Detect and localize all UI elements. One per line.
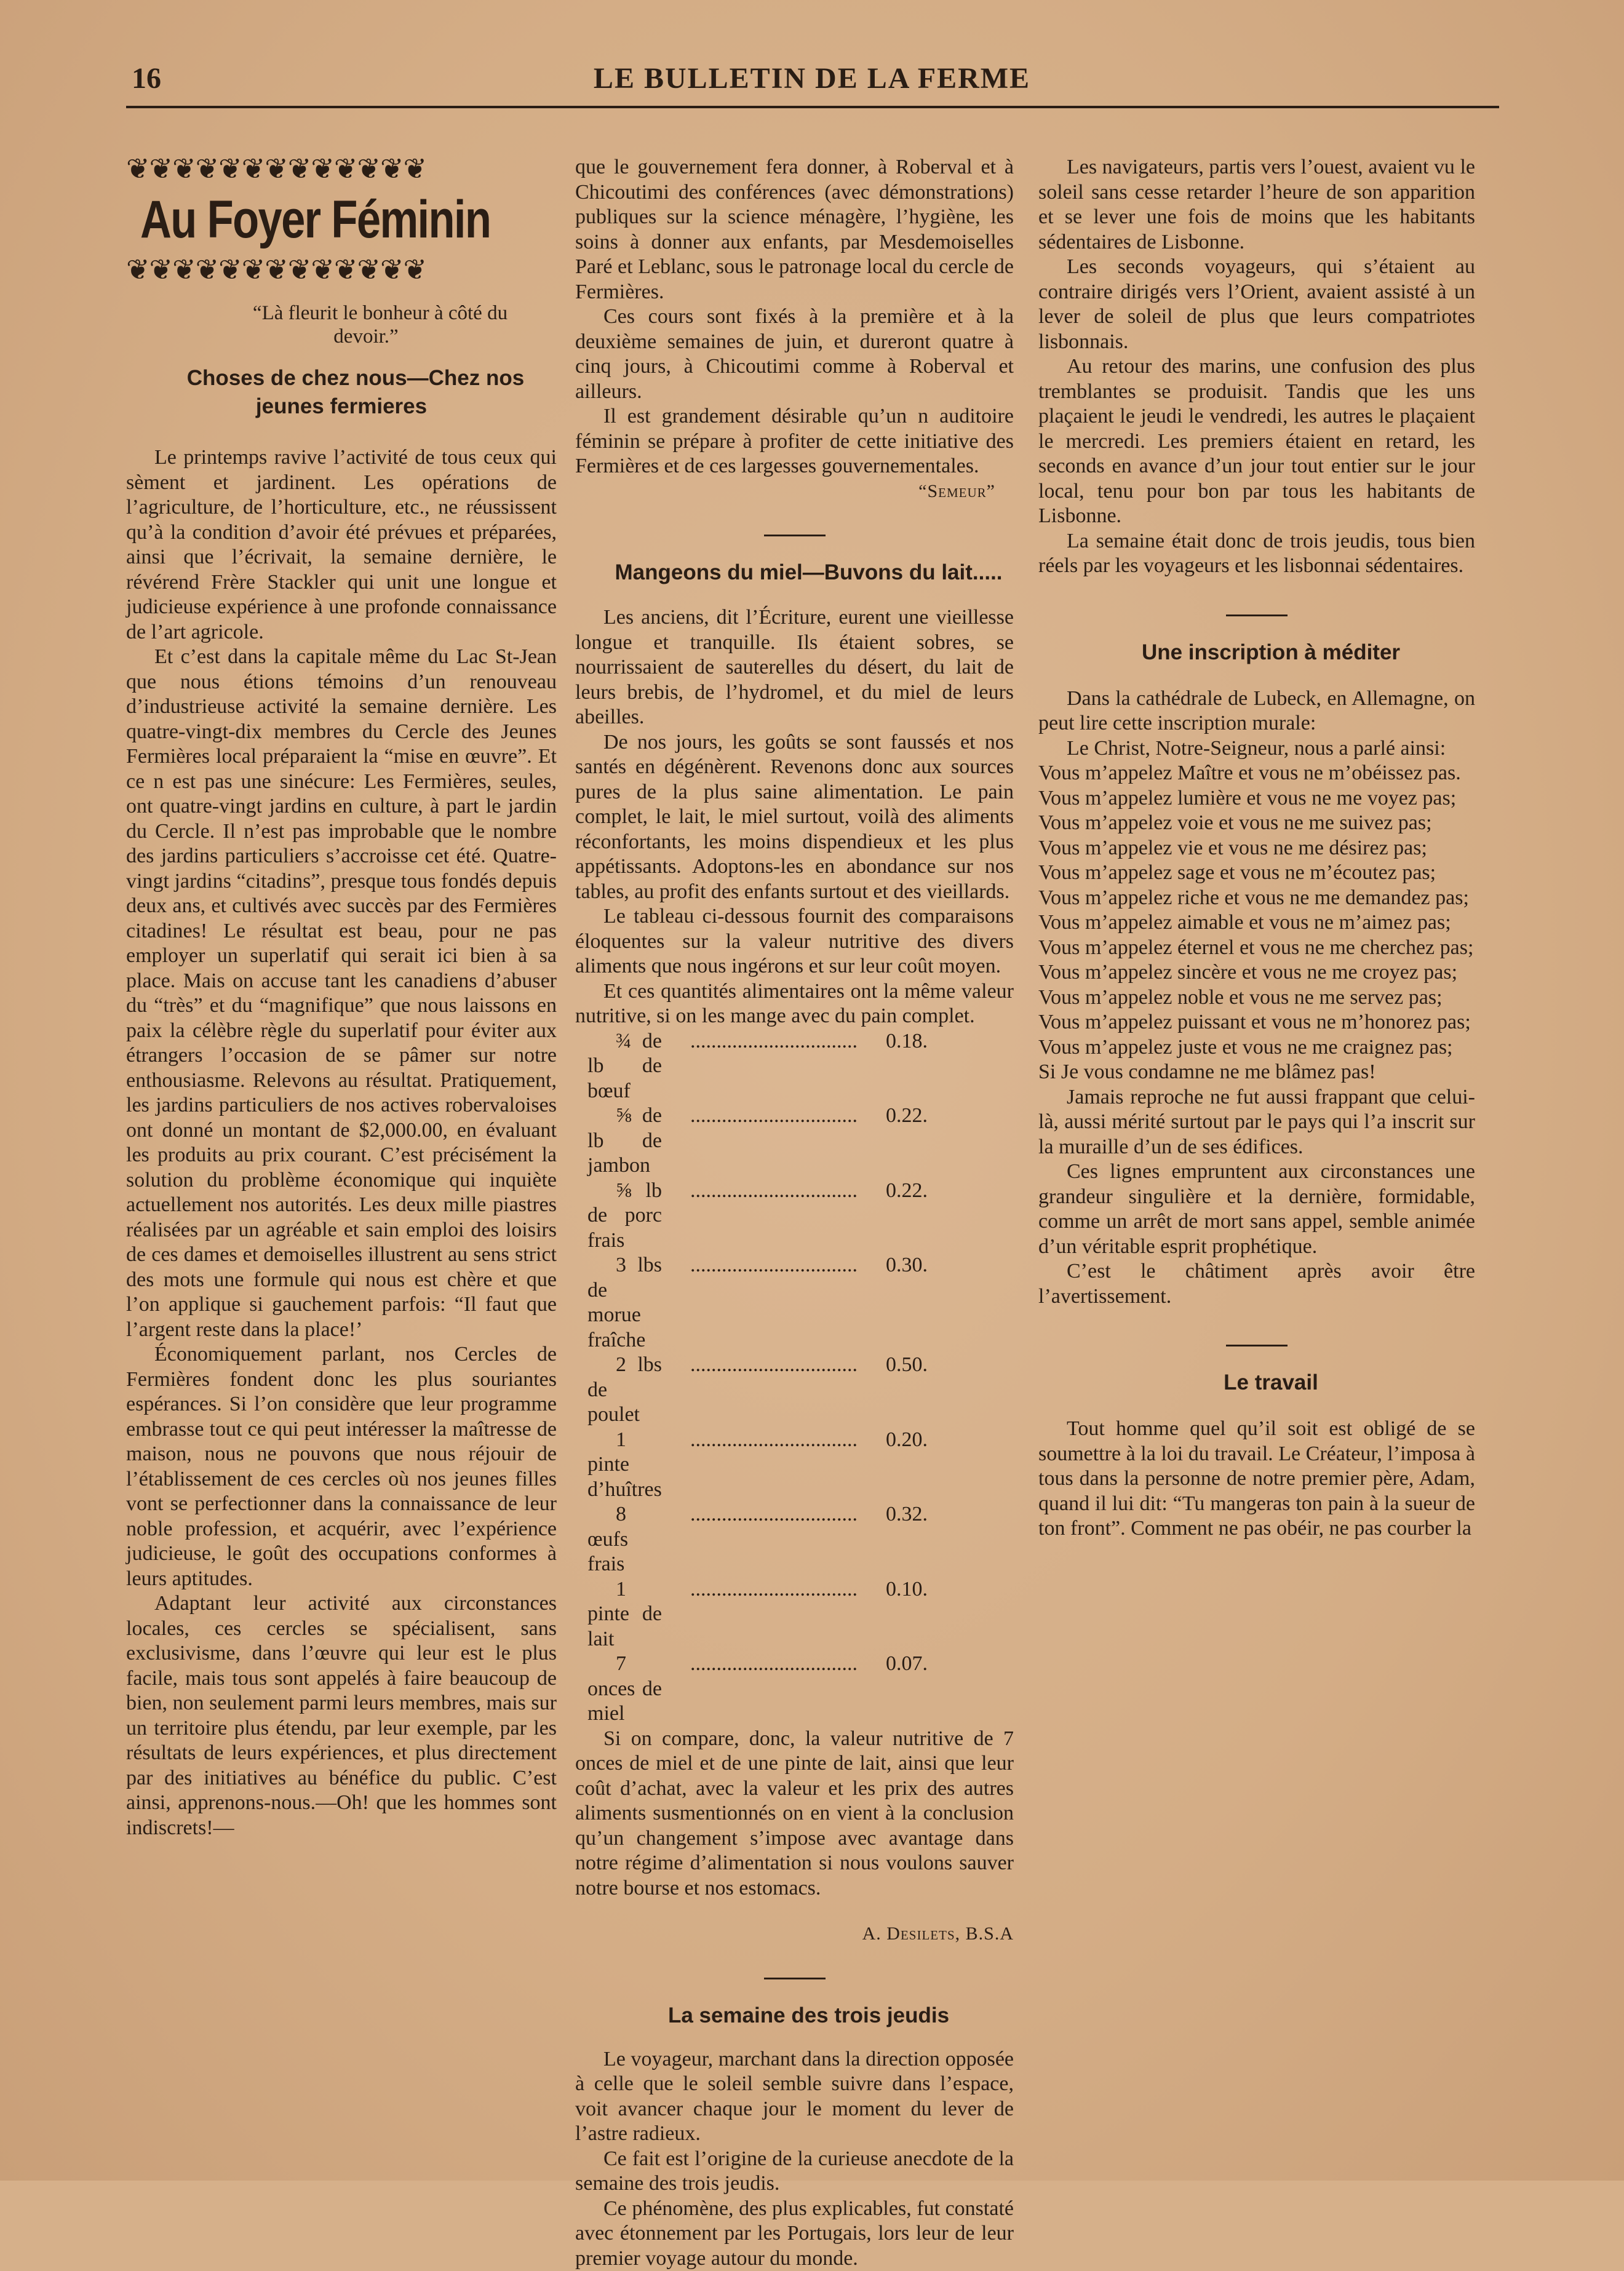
paragraph: C’est le châtiment après avoir être l’avertissement. bbox=[1038, 1259, 1475, 1309]
paragraph: La semaine était donc de trois jeudis, tous bien réels par les voyageurs et les lisbonnai sédentaires. bbox=[1038, 529, 1475, 579]
signature: “Semeur” bbox=[575, 479, 1014, 504]
paragraph: Économiquement parlant, nos Cercles de Fermières fondent donc les plus souriantes espérances. Si l’on considère que leur programme embrasse tout ce qui peut intéresser la maîtresse de maison, nous ne pouvons que nous réjouir de l’établissement de ces cercles où nos jeunes filles vont se perfectionner dans la connaissance de leur noble profession, et acquérir, avec l’expérience judicieuse, le goût des occupations conformes à leurs aptitudes. bbox=[126, 1342, 557, 1591]
table-row: 3 lbs de morue fraîche ................................ 0.30. bbox=[575, 1253, 928, 1353]
table-row: 8 œufs frais ................................ 0.32. bbox=[575, 1502, 928, 1577]
paragraph: Le tableau ci-dessous fournit des comparaisons éloquentes sur la valeur nutritive des divers aliments que nous ingérons et sur leur coût moyen. bbox=[575, 904, 1014, 979]
header-rule bbox=[126, 106, 1499, 108]
inscription-line: Vous m’appelez juste et vous ne me craignez pas; bbox=[1038, 1035, 1475, 1060]
table-row: 2 lbs de poulet ................................ 0.50. bbox=[575, 1353, 928, 1428]
inscription-line: Vous m’appelez aimable et vous ne m’aimez pas; bbox=[1038, 910, 1475, 936]
inscription-line: Vous m’appelez sage et vous ne m’écoutez pas; bbox=[1038, 861, 1475, 886]
paragraph: Et ces quantités alimentaires ont la même valeur nutritive, si on les mange avec du pain complet. bbox=[575, 979, 1014, 1029]
inscription-line: Si Je vous condamne ne me blâmez pas! bbox=[1038, 1060, 1475, 1085]
table-row: ⅝ lb de porc frais ................................ 0.22. bbox=[575, 1179, 928, 1254]
paragraph: Les anciens, dit l’Écriture, eurent une vieillesse longue et tranquille. Ils étaient sobres, se nourrissaient de sauterelles du désert, du lait de leurs brebis, de l’hydromel, et du miel de leurs abeilles. bbox=[575, 605, 1014, 730]
paragraph: Ces cours sont fixés à la première et à la deuxième semaines de juin, et dureront quatre à cinq jours, à Chicoutimi comme à Roberval et ailleurs. bbox=[575, 304, 1014, 404]
page-number: 16 bbox=[132, 62, 161, 95]
paragraph: Adaptant leur activité aux circonstances locales, ces cercles se spécialisent, sans exclusivisme, dans l’œuvre qui leur est le plus facile, mais tous sont appelés à faire beaucoup de bien, non seulement parmi leurs membres, mais sur un territoire plus étendu, par leur exemple, par les résultats de leurs expériences, et plus directement par des initiatives au bénéfice du public. C’est ainsi, apprenons-nous.—Oh! que les hommes sont indiscrets!— bbox=[126, 1591, 557, 1840]
table-row: ¾ de lb de bœuf ................................ 0.18. bbox=[575, 1029, 928, 1104]
inscription-line: Vous m’appelez riche et vous ne me demandez pas; bbox=[1038, 886, 1475, 911]
paragraph: Et c’est dans la capitale même du Lac St-Jean que nous étions témoins d’un renouveau d’industrieuse activité la semaine dernière. Les quatre-vingt-dix membres du Cercle des Jeunes Fermières local préparaient la “mise en œuvre”. Et ce n est pas une sinécure: Les Fermières, seules, ont quatre-vingt jardins en culture, à part le jardin du Cercle. Il n’est pas improbable que le nombre des jardins particuliers s’accroisse cet été. Quatre-vingt jardins “citadins”, presque tous fondés depuis deux ans, et cultivés avec succès par des Fermières citadines! Le résultat est beau, pour ne pas employer un superlatif qui serait ici bien à sa place. Mais on accuse tant les canadiens d’abuser du “très” et du “magnifique” que nous laissons en paix la célèbre règle du superlatif pour éviter aux étrangers l’occasion de se pâmer sur notre enthousiasme. Relevons au résultat. Pratiquement, les jardins particuliers de nos actives robervaloises ont donné un montant de $2,000.00, en évaluant les produits au prix courant. C’est précisément la solution du problème économique qui inquiète actuellement nos autorités. Les deux mille piastres réalisées par un agréable et sain emploi des loisirs de ces dames et demoiselles illustrent au sens strict des mots une formule qui nous est chère et que l’on applique si gauchement parfois: “Il faut que l’argent reste dans la place!’ bbox=[126, 645, 557, 1342]
paragraph: Au retour des marins, une confusion des plus tremblantes se produisit. Tandis que les uns plaçaient le jeudi le vendredi, les autres le plaçaient le mercredi. Les premiers étaient en retard, les seconds en avance d’un jour tout entier sur le jour local, tenu pour bon par tous les habitants de Lisbonne. bbox=[1038, 354, 1475, 529]
inscription-line: Vous m’appelez Maître et vous ne m’obéissez pas. bbox=[1038, 761, 1475, 786]
paragraph: Les seconds voyageurs, qui s’étaient au contraire dirigés vers l’Orient, avaient assisté à un lever de soleil de plus que leurs compatriotes lisbonnais. bbox=[1038, 255, 1475, 354]
paragraph: Le voyageur, marchant dans la direction opposée à celle que le soleil semble suivre dans l’espace, voit avancer chaque jour le moment du lever de l’astre radieux. bbox=[575, 2047, 1014, 2147]
article-heading: Une inscription à méditer bbox=[1038, 638, 1475, 667]
masthead-title: LE BULLETIN DE LA FERME bbox=[566, 62, 1058, 95]
table-row: 1 pinte de lait ................................ 0.10. bbox=[575, 1577, 928, 1652]
paragraph: Il est grandement désirable qu’un n auditoire féminin se prépare à profiter de cette initiative des Fermières et de ces largesses gouvernementales. bbox=[575, 404, 1014, 479]
paragraph: que le gouvernement fera donner, à Roberval et à Chicoutimi des conférences (avec démonstrations) publiques sur la science ménagère, l’hygiène, les soins à donner aux enfants, par Mesdemoiselles Paré et Leblanc, sous le patronage local du cercle de Fermières. bbox=[575, 155, 1014, 304]
table-row: 7 onces de miel ................................ 0.07. bbox=[575, 1652, 928, 1727]
ornament-border-bottom: ❦❦❦❦❦❦❦❦❦❦❦❦❦ bbox=[126, 253, 557, 287]
paragraph: De nos jours, les goûts se sont faussés et nos santés en dégénèrent. Revenons donc aux sources pures de la plus saine alimentation. Le pain complet, le lait, le miel surtout, voilà des aliments réconfortants, les moins dispendieux et les plus appétissants. Adoptons-les en abondance sur nos tables, au profit des enfants surtout et des vieillards. bbox=[575, 730, 1014, 905]
paragraph: Ces lignes empruntent aux circonstances une grandeur singulière et la dernière, formidable, comme un arrêt de mort sans appel, semble animée d’un véritable esprit prophétique. bbox=[1038, 1159, 1475, 1259]
inscription-line: Vous m’appelez vie et vous ne me désirez pas; bbox=[1038, 836, 1475, 861]
separator-rule bbox=[764, 1978, 826, 1979]
paragraph: Dans la cathédrale de Lubeck, en Allemagne, on peut lire cette inscription murale: bbox=[1038, 686, 1475, 736]
separator-rule bbox=[764, 535, 826, 536]
section-banner: Au Foyer Féminin bbox=[126, 186, 479, 253]
inscription-line: Vous m’appelez noble et vous ne me servez pas; bbox=[1038, 985, 1475, 1011]
separator-rule bbox=[1226, 1345, 1288, 1346]
paragraph: Le printemps ravive l’activité de tous ceux qui sèment et jardinent. Les opérations de l’agriculture, de l’horticulture, etc., ne réussissent qu’à la condition d’avoir été prévues et préparées, ainsi que l’écrivait, la semaine dernière, le révérend Frère Stackler qui unit une longue et judicieuse expérience à une profonde connaissance de l’art agricole. bbox=[126, 445, 557, 645]
article-heading: Le travail bbox=[1038, 1369, 1475, 1397]
epigraph: “Là fleurit le bonheur à côté du devoir.” bbox=[200, 301, 532, 348]
inscription-line: Vous m’appelez sincère et vous ne me croyez pas; bbox=[1038, 960, 1475, 985]
article-heading: Mangeons du miel—Buvons du lait..... bbox=[575, 559, 1014, 587]
article-heading: La semaine des trois jeudis bbox=[575, 2002, 1014, 2030]
inscription-line: Vous m’appelez lumière et vous ne me voyez pas; bbox=[1038, 786, 1475, 811]
ornament-border-top: ❦❦❦❦❦❦❦❦❦❦❦❦❦ bbox=[126, 153, 557, 186]
paragraph: Les navigateurs, partis vers l’ouest, avaient vu le soleil sans cesse retarder l’heure de son apparition et se lever une fois de moins que les habitants sédentaires de Lisbonne. bbox=[1038, 155, 1475, 255]
article-heading: Choses de chez nous—Chez nos jeunes fermieres bbox=[126, 364, 557, 421]
nutrition-table bbox=[575, 1029, 1014, 1727]
paragraph: Jamais reproche ne fut aussi frappant que celui-là, aussi mérité surtout par le pays qui l’a inscrit sur la muraille d’un de ses édifices. bbox=[1038, 1085, 1475, 1160]
paragraph: Ce fait est l’origine de la curieuse anecdote de la semaine des trois jeudis. bbox=[575, 2147, 1014, 2197]
paragraph: Ce phénomène, des plus explicables, fut constaté avec étonnement par les Portugais, lors leur de leur premier voyage autour du monde. bbox=[575, 2197, 1014, 2271]
column-2 bbox=[575, 117, 1014, 2271]
table-row: ⅝ de lb de jambon ................................ 0.22. bbox=[575, 1104, 928, 1179]
signature: A. Desilets, B.S.A bbox=[575, 1922, 1014, 1947]
paragraph: Le Christ, Notre-Seigneur, nous a parlé ainsi: bbox=[1038, 736, 1475, 762]
separator-rule bbox=[1226, 614, 1288, 616]
inscription-line: Vous m’appelez éternel et vous ne me cherchez pas; bbox=[1038, 936, 1475, 961]
inscription-list bbox=[1038, 761, 1475, 1085]
paragraph: Tout homme quel qu’il soit est obligé de se soumettre à la loi du travail. Le Créateur, l’imposa à tous dans la personne de notre premier père, Adam, quand il lui dit: “Tu mangeras ton pain à la sueur de ton front”. Comment ne pas obéir, ne pas courber la bbox=[1038, 1417, 1475, 1541]
inscription-line: Vous m’appelez puissant et vous ne m’honorez pas; bbox=[1038, 1010, 1475, 1035]
column-3 bbox=[1038, 117, 1475, 1541]
inscription-line: Vous m’appelez voie et vous ne me suivez pas; bbox=[1038, 811, 1475, 836]
column-1 bbox=[126, 117, 557, 1840]
table-row: 1 pinte d’huîtres ................................ 0.20. bbox=[575, 1428, 928, 1503]
paragraph: Si on compare, donc, la valeur nutritive de 7 onces de miel et de une pinte de lait, ainsi que leur coût d’achat, avec la valeur et les prix des autres aliments susmentionnés on en vient à la conclusion qu’un changement s’impose avec avantage dans notre régime d’alimentation si nous voulons sauver notre bourse et nos estomacs. bbox=[575, 1727, 1014, 1901]
